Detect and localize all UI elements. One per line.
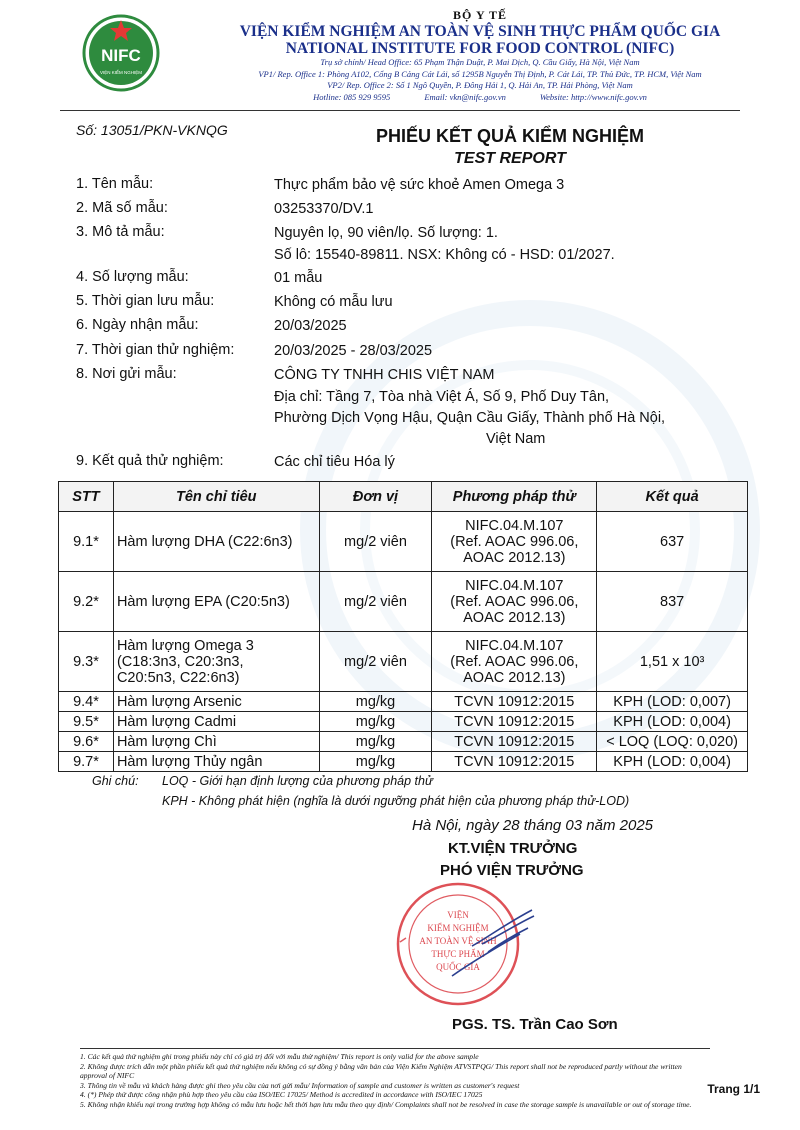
col-header: Phương pháp thử [432,482,597,512]
table-row [59,752,748,772]
table-row [59,572,748,632]
field-label: 3. Mô tả mẫu: [76,224,165,240]
method-cell: TCVN 10912:2015 [432,752,597,772]
footer-line: 5. Không nhận khiếu nại trong trường hợp không có mẫu lưu hoặc hết thời hạn lưu mẫu theo quy định/ Complaints shall not be resolved in case the storage sample is unavailable or out of storage time. [80,1099,692,1109]
logo-subtext: VIỆN KIỂM NGHIỆM [99,70,143,75]
method-line: AOAC 2012.13) [463,669,566,686]
signer-role-2: PHÓ VIỆN TRƯỞNG [440,862,584,879]
col-header: Đơn vị [319,482,432,512]
field-value: Thực phẩm bảo vệ sức khoẻ Amen Omega 3 [274,177,565,193]
website[interactable]: Website: http://www.nifc.gov.vn [539,91,647,102]
field-value: 03253370/DV.1 [274,201,374,217]
field-label: 4. Số lượng mẫu: [76,269,189,285]
unit-cell: mg/kg [319,752,432,772]
method-cell [432,572,597,632]
method-cell [432,512,597,572]
name-cell [113,632,319,692]
stt-cell: 9.2* [59,572,114,632]
stt-cell: 9.3* [59,632,114,692]
official-stamp [392,876,538,1010]
report-number: Số: 13051/PKN-VKNQG [76,122,228,138]
name-cell: Hàm lượng Cadmi [113,712,319,732]
stamp-line: QUỐC GIA [436,962,480,972]
note-kph: KPH - Không phát hiện (nghĩa là dưới ngưỡng phát hiện của phương pháp thử-LOD) [162,794,630,808]
result-cell: 637 [597,512,748,572]
institute-vn: VIỆN KIỂM NGHIỆM AN TOÀN VỆ SINH THỰC PHẨM QUỐC GIA [239,23,721,40]
field-value-line2: Số lô: 15540-89811. NSX: Không có - HSD: 01/2027. [274,247,615,263]
report-title: PHIẾU KẾT QUẢ KIỂM NGHIỆM [375,126,644,146]
method-cell: TCVN 10912:2015 [432,712,597,732]
name-line: Hàm lượng Omega 3 [116,637,254,654]
note-loq: LOQ - Giới hạn định lượng của phương pháp thử [162,774,433,788]
footer-line: 1. Các kết quả thử nghiệm ghi trong phiếu này chỉ có giá trị đối với mẫu thử nghiệm/ This report is only valid for the above sample [80,1052,479,1061]
stamp-line: THỰC PHẨM [431,949,485,959]
field-value-line3: Phường Dịch Vọng Hậu, Quận Cầu Giấy, Thành phố Hà Nội, [274,410,666,426]
head-office: Trụ sở chính/ Head Office: 65 Phạm Thận Duật, P. Mai Dịch, Q. Cầu Giấy, Hà Nội, Việt Nam [320,57,640,67]
office-2: VP2/ Rep. Office 2: Số 1 Ngô Quyền, P. Đông Hải 1, Q. Hải An, TP. Hải Phòng, Việt Nam [327,80,633,90]
method-line: AOAC 2012.13) [463,609,566,626]
stamp-line: AN TOÀN VỆ SINH [419,936,497,946]
institute-en: NATIONAL INSTITUTE FOR FOOD CONTROL (NIFC) [285,40,675,57]
page-number: Trang 1/1 [707,1082,760,1096]
table-row [59,712,748,732]
stt-cell: 9.1* [59,512,114,572]
unit-cell: mg/2 viên [319,512,432,572]
result-cell: KPH (LOD: 0,004) [597,712,748,732]
header [160,8,800,103]
signer-role-1: KT.VIỆN TRƯỞNG [448,840,578,857]
stamp-line: KIỂM NGHIỆM [427,923,489,933]
email[interactable]: Email: vkn@nifc.gov.vn [424,91,506,102]
stt-cell: 9.4* [59,692,114,712]
method-line: (Ref. AOAC 996.06, [450,533,579,550]
name-cell: Hàm lượng Thủy ngân [113,752,319,772]
stt-cell: 9.7* [59,752,114,772]
field-label: 6. Ngày nhận mẫu: [76,317,199,333]
footer-line: 3. Thông tin về mẫu và khách hàng được ghi theo yêu cầu của nơi gửi mẫu/ Information of sample and customer is written as customer's request [80,1080,520,1090]
field-label: 1. Tên mẫu: [76,176,154,192]
table-row [59,692,748,712]
header-divider [60,110,740,111]
col-header: Tên chỉ tiêu [113,482,319,512]
table-row [59,732,748,752]
stt-cell: 9.5* [59,712,114,732]
footer-notes [80,1048,710,1110]
name-cell: Hàm lượng EPA (C20:5n3) [113,572,319,632]
method-line: NIFC.04.M.107 [465,637,564,654]
result-cell: KPH (LOD: 0,004) [597,752,748,772]
footer-line: 4. (*) Phép thử được công nhận phù hợp theo yêu cầu của ISO/IEC 17025/ Method is accredited in accordance with ISO/IEC 17025 [80,1090,483,1100]
unit-cell: mg/kg [319,732,432,752]
col-header: Kết quả [597,482,748,512]
contact-row [160,92,800,104]
field-value: Nguyên lọ, 90 viên/lọ. Số lượng: 1. [274,225,498,241]
field-label: 8. Nơi gửi mẫu: [76,366,177,382]
field-value: Không có mẫu lưu [274,294,393,310]
office-1: VP1/ Rep. Office 1: Phòng A102, Cổng B Cảng Cát Lái, số 1295B Nguyễn Thị Định, P. Cát Lái, TP. Thủ Đức, TP. HCM, Việt Nam [258,68,702,79]
result-cell: KPH (LOD: 0,007) [597,692,748,712]
field-label: 9. Kết quả thử nghiệm: [76,453,224,469]
field-value: 20/03/2025 - 28/03/2025 [274,343,433,359]
field-label: 2. Mã số mẫu: [76,200,168,216]
signer-name: PGS. TS. Trần Cao Sơn [452,1016,618,1033]
footer-line: 2. Không được trích dẫn một phần phiếu kết quả thử nghiệm nếu không có sự đồng ý bằng văn bản của Viện Kiểm Nghiệm ATVSTPQG/ This report shall not be reproduced partly without the written approval of NIFC [80,1061,682,1081]
results-table [58,481,748,772]
table-row [59,632,748,692]
name-line: C20:5n3, C22:6n3) [116,669,240,686]
unit-cell: mg/2 viên [319,572,432,632]
field-value-line2: Địa chỉ: Tầng 7, Tòa nhà Việt Á, Số 9, Phố Duy Tân, [274,389,610,405]
field-value-line4: Việt Nam [486,431,546,447]
method-line: AOAC 2012.13) [463,549,566,566]
name-cell: Hàm lượng Arsenic [113,692,319,712]
field-value: Các chỉ tiêu Hóa lý [274,454,395,470]
method-cell: TCVN 10912:2015 [432,692,597,712]
method-cell [432,632,597,692]
table-header-row [59,482,748,512]
field-value: CÔNG TY TNHH CHIS VIỆT NAM [274,367,495,383]
unit-cell: mg/kg [319,692,432,712]
col-header: STT [59,482,114,512]
name-line: (C18:3n3, C20:3n3, [116,653,244,670]
result-cell: 837 [597,572,748,632]
method-line: (Ref. AOAC 996.06, [450,653,579,670]
nifc-logo [82,14,160,92]
method-line: NIFC.04.M.107 [465,517,564,534]
field-value: 01 mẫu [274,270,323,286]
ministry: BỘ Y TẾ [453,8,507,22]
stt-cell: 9.6* [59,732,114,752]
unit-cell: mg/2 viên [319,632,432,692]
result-cell: 1,51 x 10³ [597,632,748,692]
unit-cell: mg/kg [319,712,432,732]
logo-text: NIFC [101,46,141,65]
name-cell: Hàm lượng Chì [113,732,319,752]
method-line: NIFC.04.M.107 [465,577,564,594]
field-label: 5. Thời gian lưu mẫu: [76,293,215,309]
name-cell: Hàm lượng DHA (C22:6n3) [113,512,319,572]
notes-label: Ghi chú: [92,774,139,788]
field-value: 20/03/2025 [274,318,347,334]
place-date: Hà Nội, ngày 28 tháng 03 năm 2025 [412,817,654,834]
result-cell: < LOQ (LOQ: 0,020) [597,732,748,752]
method-line: (Ref. AOAC 996.06, [450,593,579,610]
method-cell: TCVN 10912:2015 [432,732,597,752]
stamp-line: VIỆN [447,910,469,920]
field-label: 7. Thời gian thử nghiệm: [76,342,235,358]
hotline: Hotline: 085 929 9595 [313,91,391,102]
table-row [59,512,748,572]
report-subtitle: TEST REPORT [454,150,566,167]
